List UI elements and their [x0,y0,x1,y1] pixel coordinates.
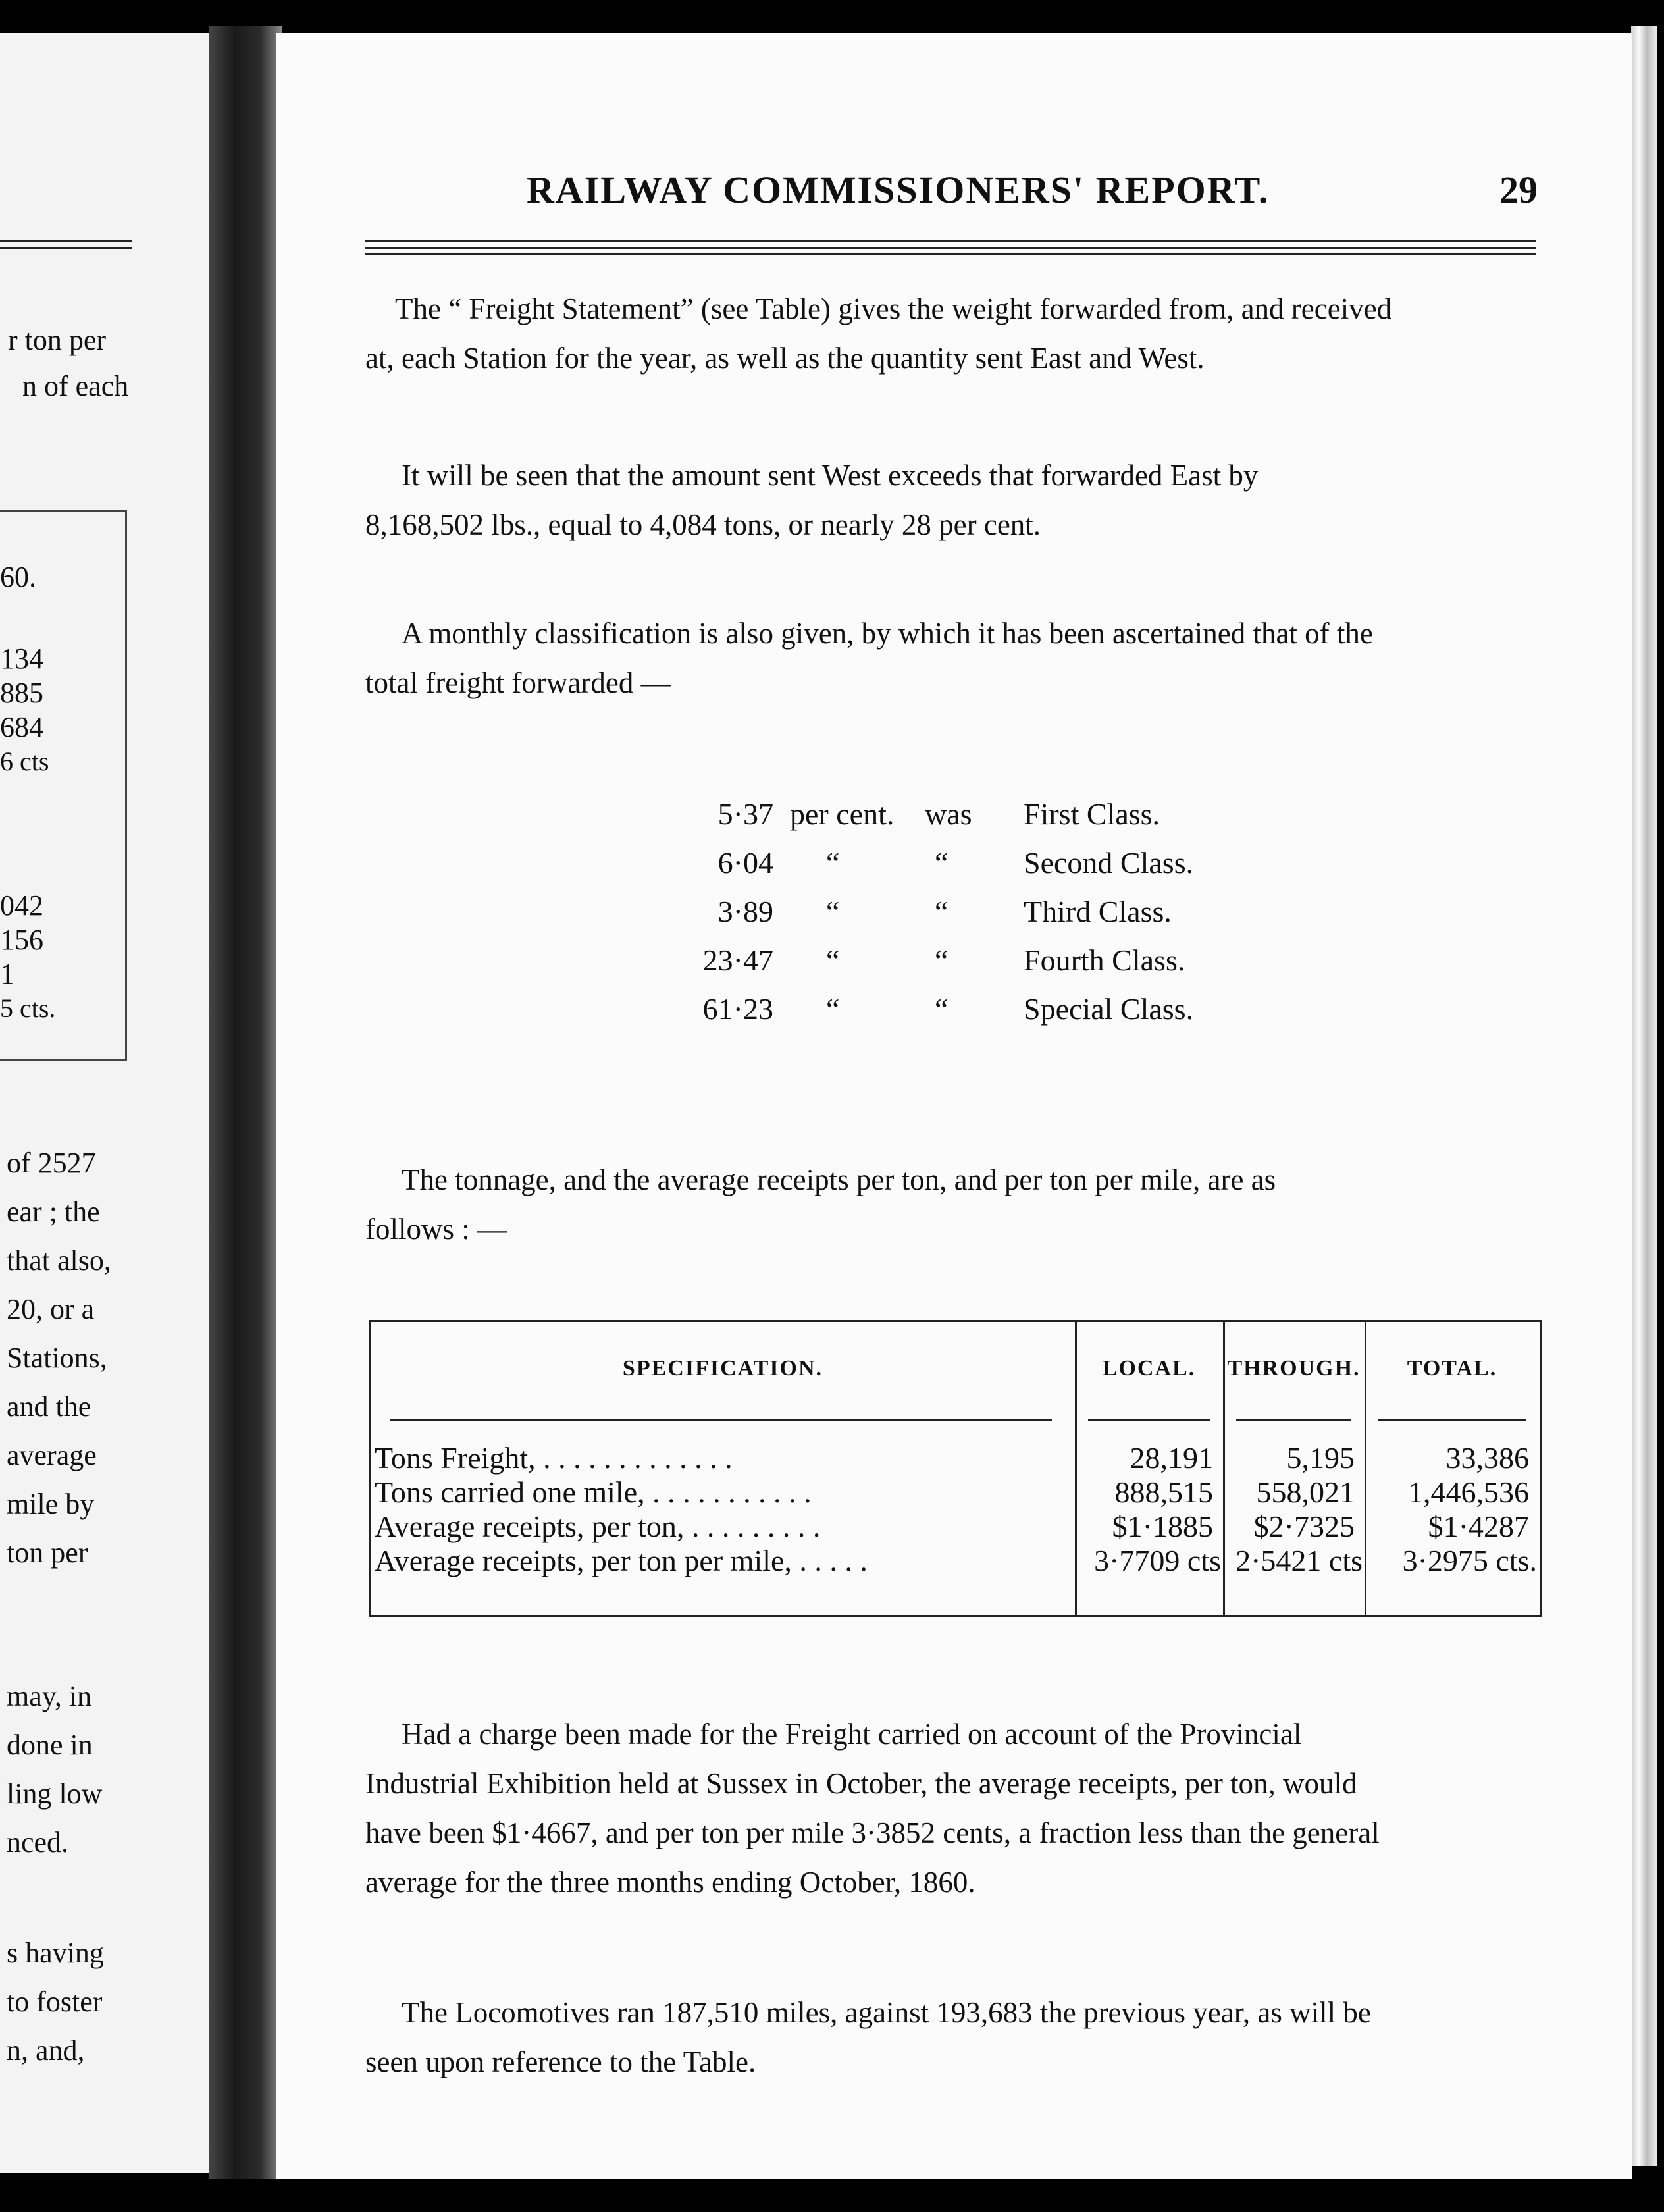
tonnage-table [369,1320,1542,1617]
table-cell-through: $2·7325 [1253,1510,1355,1543]
class-name: Second Class. [1024,846,1194,880]
text-line: 8,168,502 lbs., equal to 4,084 tons, or nearly 28 per cent. [365,508,1041,541]
text-line: average for the three months ending October, 1860. [365,1866,975,1899]
header-rule [365,240,1536,242]
book-gutter [209,26,282,2179]
table-cell-through: 558,021 [1256,1475,1355,1509]
left-text: n, and, [7,2034,85,2067]
text-line: total freight forwarded — [365,666,671,699]
text-line: A monthly classification is also given, by which it has been ascertained that of the [402,617,1373,650]
paragraph-tonnage-intro [365,1155,1537,1254]
header-rule [390,1419,1052,1421]
header-rule [365,253,1536,255]
left-text: s having [7,1937,104,1969]
class-was: “ [935,895,949,928]
table-cell-through: 2·5421 cts [1235,1544,1363,1577]
left-text: may, in [7,1680,92,1712]
header-local: LOCAL. [1102,1356,1196,1381]
left-rule [0,247,132,249]
left-text: 684 [0,711,43,743]
left-text: 885 [0,677,43,709]
table-cell-total: 3·2975 cts. [1402,1544,1537,1577]
paragraph-locomotives [365,1988,1537,2087]
class-percent: 5·37 [717,797,773,831]
left-text: ling low [7,1778,103,1810]
table-cell-local: $1·1885 [1112,1510,1213,1543]
text-line: Had a charge been made for the Freight carried on account of the Provincial [402,1718,1302,1751]
table-cell-through: 5,195 [1286,1441,1355,1475]
table-cell-total: $1·4287 [1428,1510,1529,1543]
text-line: Industrial Exhibition held at Sussex in October, the average receipts, per ton, would [365,1767,1357,1800]
class-percent: 3·89 [717,895,773,928]
left-text: done in [7,1729,93,1761]
class-name: Third Class. [1024,895,1172,928]
class-unit: “ [826,846,840,880]
class-was: was [925,797,972,831]
left-text: and the [7,1390,91,1423]
paragraph-west-east [365,451,1537,550]
left-text: of 2527 [7,1147,96,1179]
text-line: The “ Freight Statement” (see Table) gives the weight forwarded from, and received [395,292,1392,325]
left-text: 156 [0,924,43,956]
left-text: Stations, [7,1342,107,1374]
header-specification: SPECIFICATION. [622,1356,823,1381]
left-text: 1 [0,958,14,990]
header-rule [365,247,1536,249]
paragraph-exhibition [365,1710,1537,1907]
running-title: RAILWAY COMMISSIONERS' REPORT. [527,169,1270,211]
table-cell-total: 1,446,536 [1408,1475,1529,1509]
left-text: r ton per [8,324,107,356]
page-number: 29 [1499,169,1538,211]
text-line: at, each Station for the year, as well as the quantity sent East and West. [365,342,1205,375]
running-header [527,168,1538,221]
class-name: Fourth Class. [1024,943,1185,977]
text-line: The tonnage, and the average receipts per ton, and per ton per mile, are as [402,1163,1276,1196]
text-line: follows : — [365,1213,507,1246]
class-percent: 61·23 [702,992,773,1026]
page-edge [1631,26,1657,2166]
class-unit: “ [826,992,840,1026]
class-was: “ [935,992,949,1026]
header-through: THROUGH. [1227,1356,1361,1381]
left-text: nced. [7,1826,69,1858]
class-was: “ [935,943,949,977]
text-line: It will be seen that the amount sent West exceeds that forwarded East by [402,459,1259,492]
class-unit: “ [826,943,840,977]
left-text: average [7,1439,97,1471]
paragraph-freight-statement [365,284,1537,383]
left-text: mile by [7,1488,95,1520]
paragraph-monthly-classification [365,609,1537,708]
left-text: to foster [7,1986,103,2018]
table-cell-local: 28,191 [1130,1441,1213,1475]
class-unit: per cent. [790,797,895,831]
left-text: 042 [0,889,43,922]
left-text: 60. [0,561,36,593]
header-rule [1378,1419,1526,1421]
left-text: 20, or a [7,1293,95,1325]
text-line: seen upon reference to the Table. [365,2045,756,2078]
class-percent: 6·04 [717,846,773,880]
class-unit: “ [826,895,840,928]
header-total: TOTAL. [1407,1356,1497,1381]
left-page-fragment [0,33,217,2172]
left-text: 5 cts. [0,993,56,1023]
table-row-label: Tons Freight, . . . . . . . . . . . . . [375,1441,733,1475]
table-row-label: Average receipts, per ton, . . . . . . . . . [375,1510,821,1543]
class-name: Special Class. [1024,992,1194,1026]
left-text: n of each [22,370,129,402]
class-percent: 23·47 [702,943,773,977]
header-rule [1236,1419,1351,1421]
left-text: 134 [0,643,43,675]
table-cell-local: 888,515 [1114,1475,1213,1509]
text-line: have been $1·4667, and per ton per mile 3·3852 cents, a fraction less than the general [365,1816,1380,1849]
left-text: that also, [7,1244,111,1277]
class-name: First Class. [1024,797,1160,831]
left-text: 6 cts [0,747,49,776]
class-was: “ [935,846,949,880]
left-text: ear ; the [7,1196,100,1228]
left-rule [0,240,132,242]
table-row-label: Tons carried one mile, . . . . . . . . . . . [375,1475,812,1509]
table-cell-total: 33,386 [1445,1441,1529,1475]
header-rule [1088,1419,1210,1421]
table-cell-local: 3·7709 cts [1094,1544,1221,1577]
text-line: The Locomotives ran 187,510 miles, against 193,683 the previous year, as will be [402,1996,1371,2029]
left-text: ton per [7,1537,88,1569]
table-row-label: Average receipts, per ton per mile, . . . . . [375,1544,868,1577]
